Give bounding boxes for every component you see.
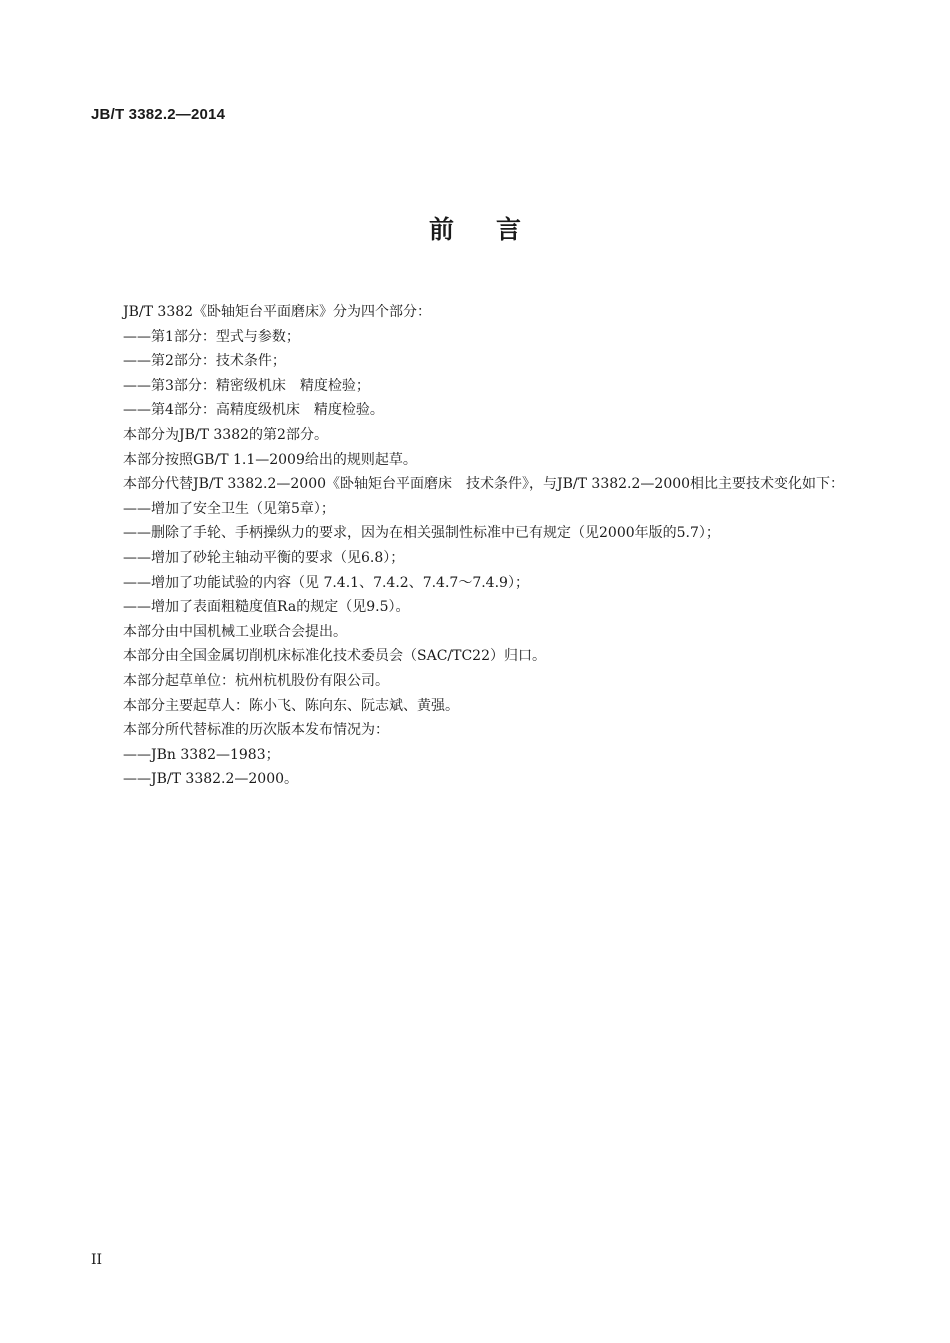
paragraph: 本部分为JB/T 3382的第2部分。 (123, 426, 328, 443)
page-number: II (91, 1252, 103, 1268)
list-item: ——第4部分：高精度级机床 精度检验。 (123, 402, 384, 419)
list-item: ——第3部分：精密级机床 精度检验； (123, 377, 370, 394)
list-item: ——增加了表面粗糙度值Ra的规定（见9.5）。 (123, 599, 410, 616)
list-item: ——JB/T 3382.2—2000。 (123, 771, 299, 788)
page-title (0, 210, 950, 246)
list-item: ——增加了安全卫生（见第5章）； (123, 500, 335, 517)
paragraph: 本部分由全国金属切削机床标准化技术委员会（SAC/TC22）归口。 (123, 648, 546, 665)
paragraph: 本部分主要起草人：陈小飞、陈向东、阮志斌、黄强。 (123, 697, 459, 714)
title-char-2: 言 (496, 215, 522, 244)
paragraph: 本部分起草单位：杭州杭机股份有限公司。 (123, 672, 389, 689)
list-item: ——JBn 3382—1983； (123, 746, 280, 763)
list-item: ——增加了砂轮主轴动平衡的要求（见6.8）； (123, 549, 405, 566)
paragraph: 本部分代替JB/T 3382.2—2000《卧轴矩台平面磨床 技术条件》，与JB/T 3382.2—2000相比主要技术变化如下： (123, 476, 845, 493)
title-char-1: 前 (428, 215, 454, 244)
paragraph: 本部分由中国机械工业联合会提出。 (123, 623, 347, 640)
standard-code: JB/T 3382.2—2014 (91, 106, 226, 123)
paragraph: 本部分按照GB/T 1.1—2009给出的规则起草。 (123, 451, 417, 468)
list-item: ——第1部分：型式与参数； (123, 328, 300, 345)
list-item: ——删除了手轮、手柄操纵力的要求，因为在相关强制性标准中已有规定（见2000年版的5.7）； (123, 525, 720, 542)
foreword-body (91, 300, 846, 792)
list-item: ——增加了功能试验的内容（见 7.4.1、7.4.2、7.4.7～7.4.9）； (123, 574, 529, 591)
list-item: ——第2部分：技术条件； (123, 353, 286, 370)
paragraph: JB/T 3382《卧轴矩台平面磨床》分为四个部分： (123, 304, 432, 320)
paragraph: 本部分所代替标准的历次版本发布情况为： (123, 722, 389, 739)
